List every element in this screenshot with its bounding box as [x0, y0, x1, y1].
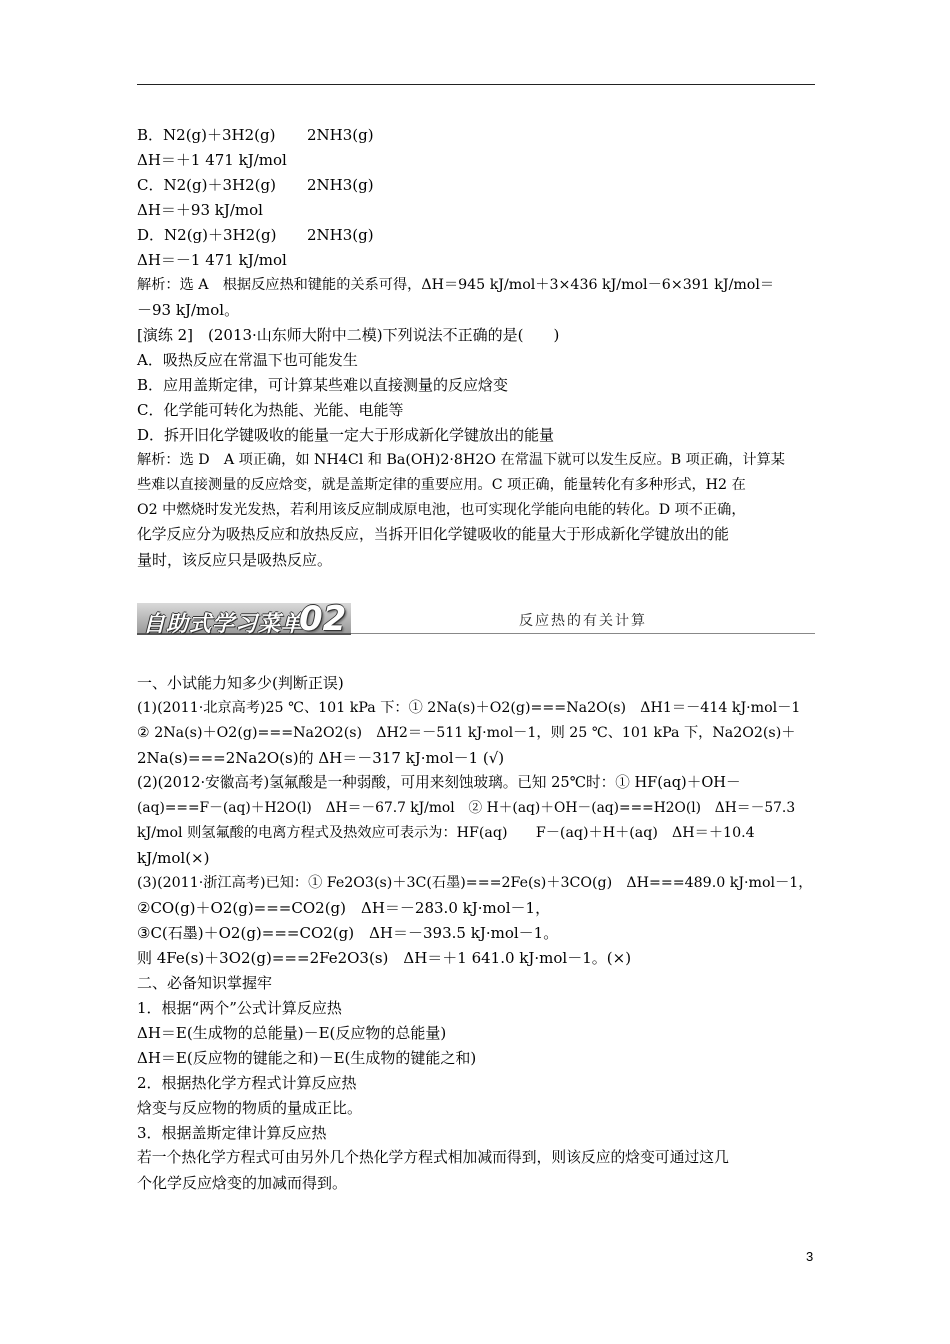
section-banner: [137, 599, 815, 639]
problem-3-line-1: (3)(2011·浙江高考)已知：① Fe2O3(s)＋3C(石墨)===2Fe(s)＋3CO(g) ΔH===489.0 kJ·mol－1，: [137, 875, 813, 891]
option-d: D．N2(g)＋3H2(g) 2NH3(g): [137, 226, 374, 244]
problem-1-line-3: 2Na(s)===2Na2O(s)的 ΔH＝－317 kJ·mol－1 (√): [137, 749, 505, 767]
question-2-option-b: B．应用盖斯定律，可计算某些难以直接测量的反应焓变: [137, 376, 509, 394]
knowledge-2: 2．根据热化学方程式计算反应热: [137, 1074, 357, 1092]
knowledge-3-line-2: 个化学反应焓变的加减而得到。: [137, 1174, 348, 1192]
answer-2-line-4: 化学反应分为吸热反应和放热反应，当拆开旧化学键吸收的能量大于形成新化学键放出的能: [137, 526, 729, 543]
problem-2-line-2: (aq)===F－(aq)＋H2O(l) ΔH＝－67.7 kJ/mol ② H＋(aq)＋OH－(aq)===H2O(l) ΔH＝－57.3: [137, 800, 796, 816]
problem-3-line-2: ②CO(g)＋O2(g)===CO2(g) ΔH＝－283.0 kJ·mol－1，: [137, 899, 551, 917]
answer-2-line-5: 量时，该反应只是吸热反应。: [137, 551, 333, 569]
heading-1: 一、小试能力知多少(判断正误): [137, 674, 344, 692]
banner-underline: [351, 633, 815, 634]
knowledge-3: 3．根据盖斯定律计算反应热: [137, 1124, 327, 1142]
option-c-dh: ΔH＝＋93 kJ/mol: [137, 201, 263, 219]
problem-3-line-4: 则 4Fe(s)＋3O2(g)===2Fe2O3(s) ΔH＝＋1 641.0 kJ·mol－1。(×): [137, 949, 632, 967]
answer-1-line-2: －93 kJ/mol。: [137, 301, 240, 319]
knowledge-1: 1．根据“两个”公式计算反应热: [137, 999, 342, 1017]
formula-2: ΔH＝E(反应物的键能之和)－E(生成物的键能之和): [137, 1049, 477, 1067]
question-2-option-d: D．拆开旧化学键吸收的能量一定大于形成新化学键放出的能量: [137, 426, 555, 444]
header-rule: [137, 84, 815, 85]
heading-2: 二、必备知识掌握牢: [137, 974, 273, 992]
problem-2-line-1: (2)(2012·安徽高考)氢氟酸是一种弱酸，可用来刻蚀玻璃。已知 25℃时：① HF(aq)＋OH－: [137, 774, 741, 791]
knowledge-2-text: 焓变与反应物的物质的量成正比。: [137, 1099, 363, 1117]
question-2-option-c: C．化学能可转化为热能、光能、电能等: [137, 401, 404, 419]
problem-2-line-3: kJ/mol 则氢氟酸的电离方程式及热效应可表示为：HF(aq) F－(aq)＋H＋(aq) ΔH＝＋10.4: [137, 825, 755, 841]
option-d-dh: ΔH＝－1 471 kJ/mol: [137, 251, 287, 269]
problem-1-line-2: ② 2Na(s)＋O2(g)===Na2O2(s) ΔH2＝－511 kJ·mol－1，则 25 ℃、101 kPa 下，Na2O2(s)＋: [137, 725, 796, 741]
option-b-dh: ΔH＝＋1 471 kJ/mol: [137, 151, 287, 169]
banner-number: 02: [299, 599, 347, 639]
formula-1: ΔH＝E(生成物的总能量)－E(反应物的总能量): [137, 1024, 447, 1042]
problem-3-line-3: ③C(石墨)＋O2(g)===CO2(g) ΔH＝－393.5 kJ·mol－1。: [137, 924, 559, 942]
banner-title: 反应热的有关计算: [519, 613, 647, 629]
answer-2-line-2: 些难以直接测量的反应焓变，就是盖斯定律的重要应用。C 项正确，能量转化有多种形式，H2 在: [137, 477, 746, 493]
banner-label: 自助式学习菜单: [143, 612, 305, 637]
knowledge-3-line-1: 若一个热化学方程式可由另外几个热化学方程式相加减而得到，则该反应的焓变可通过这几: [137, 1149, 729, 1166]
question-2: [演练 2] (2013·山东师大附中二模)下列说法不正确的是( ): [137, 326, 560, 344]
option-c: C．N2(g)＋3H2(g) 2NH3(g): [137, 176, 374, 194]
problem-2-line-4: kJ/mol(×): [137, 849, 210, 867]
page-number: 3: [806, 1249, 814, 1264]
answer-2-line-3: O2 中燃烧时发光发热，若利用该反应制成原电池，也可实现化学能向电能的转化。D 项不正确，: [137, 502, 746, 518]
answer-2-line-1: 解析：选 D A 项正确，如 NH4Cl 和 Ba(OH)2·8H2O 在常温下就可以发生反应。B 项正确，计算某: [137, 452, 785, 468]
problem-1-line-1: (1)(2011·北京高考)25 ℃、101 kPa 下：① 2Na(s)＋O2(g)===Na2O(s) ΔH1＝－414 kJ·mol－1: [137, 700, 801, 716]
question-2-option-a: A．吸热反应在常温下也可能发生: [137, 351, 358, 369]
answer-1-line-1: 解析：选 A 根据反应热和键能的关系可得，ΔH＝945 kJ/mol＋3×436 kJ/mol－6×391 kJ/mol＝: [137, 277, 775, 293]
option-b: B．N2(g)＋3H2(g) 2NH3(g): [137, 126, 374, 144]
